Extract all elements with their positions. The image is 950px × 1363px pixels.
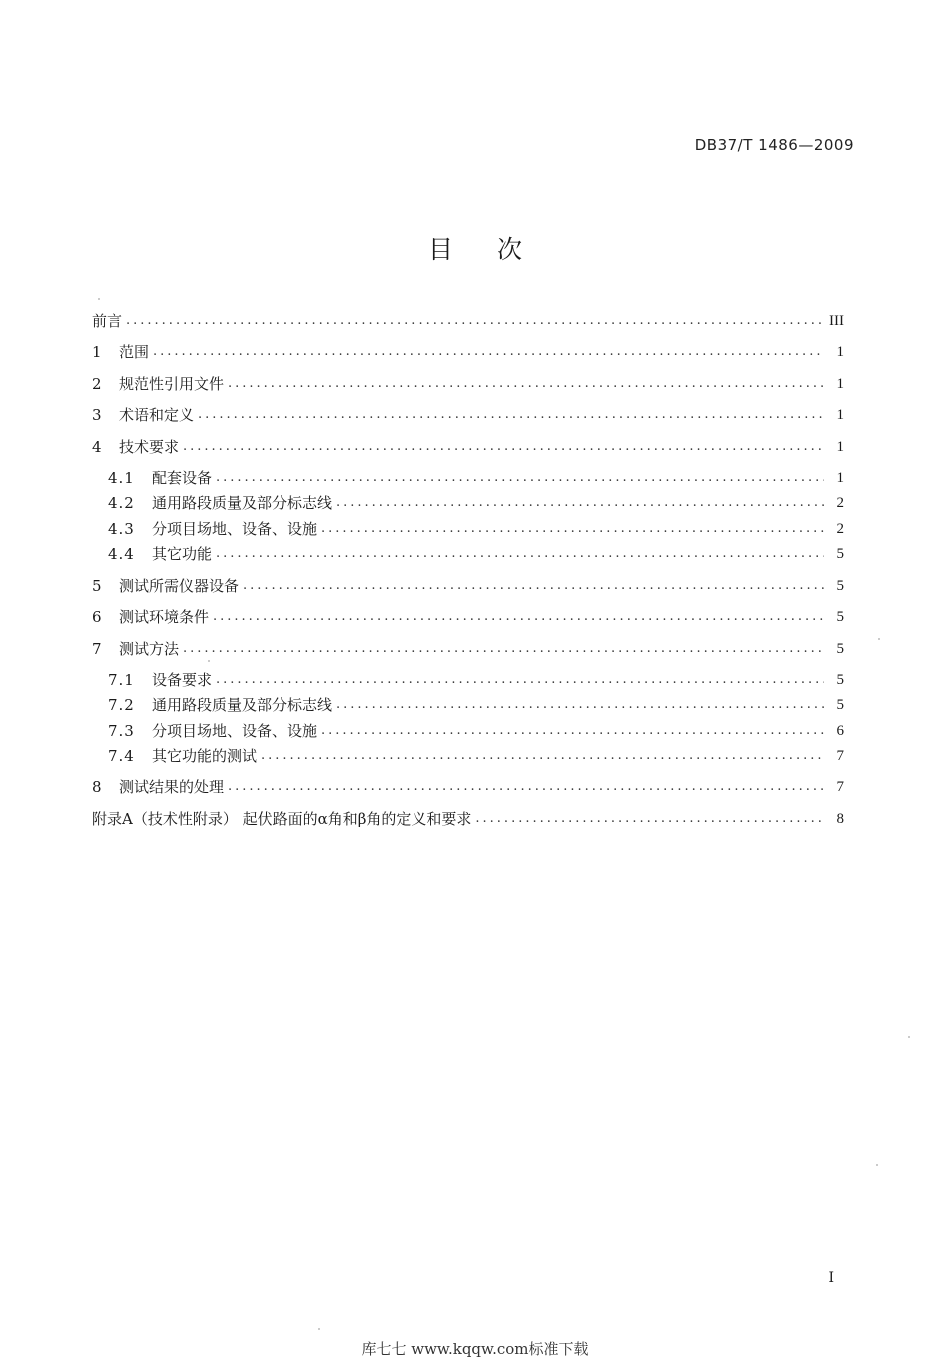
toc-entry-page: 1 [836, 470, 844, 486]
toc-leader-dots [198, 404, 824, 426]
toc-entry-page: 1 [836, 407, 844, 423]
page-number: I [828, 1270, 834, 1286]
toc-entry [92, 341, 844, 363]
toc-entry [108, 492, 844, 514]
toc-entry [92, 373, 844, 395]
toc-leader-dots [321, 720, 824, 742]
toc-entry [108, 669, 844, 691]
scan-speck [318, 1328, 320, 1330]
toc-entry-label: 前言 [92, 312, 123, 330]
toc-leader-dots [228, 373, 824, 395]
toc-leader-dots [475, 808, 824, 830]
toc-entry-number: 8 [92, 778, 102, 796]
toc-entry [92, 310, 844, 332]
toc-entry-label: 测试方法 [119, 640, 180, 658]
toc-entry-page: 5 [836, 697, 844, 713]
toc-entry-label: 通用路段质量及部分标志线 [152, 696, 333, 714]
toc-leader-dots [261, 745, 824, 767]
toc-entry-number: 4.2 [108, 494, 135, 512]
toc-entry-label: 规范性引用文件 [119, 375, 225, 393]
toc-entry-label: 范围 [119, 343, 150, 361]
toc-entry [92, 404, 844, 426]
toc-leader-dots [216, 543, 824, 565]
toc-entry-number: 4.4 [108, 545, 135, 563]
toc-entry-page: 5 [836, 672, 844, 688]
toc-entry-number: 4 [92, 438, 102, 456]
toc-entry-label: 分项目场地、设备、设施 [152, 722, 318, 740]
toc-leader-dots [216, 669, 824, 691]
toc-leader-dots [216, 467, 824, 489]
toc-entry-number: 2 [92, 375, 102, 393]
toc-entry-page: 8 [836, 811, 844, 827]
toc-entry-label: 配套设备 [152, 469, 213, 487]
scan-speck [208, 660, 210, 662]
toc-entry-page: 1 [836, 439, 844, 455]
toc-entry-number: 4.3 [108, 520, 135, 538]
toc-entry-page: 2 [836, 521, 844, 537]
toc-entry-label: 其它功能 [152, 545, 213, 563]
toc-entry [108, 467, 844, 489]
toc-entry-label: 术语和定义 [119, 406, 195, 424]
toc-entry-label: 分项目场地、设备、设施 [152, 520, 318, 538]
toc-entry [92, 808, 844, 830]
toc-entry-page: 6 [836, 723, 844, 739]
toc-entry-label: 其它功能的测试 [152, 747, 258, 765]
toc-entry [92, 575, 844, 597]
toc-leader-dots [213, 606, 824, 628]
page-title: 目次 [427, 235, 566, 264]
toc-entry [108, 694, 844, 716]
toc-entry-number: 6 [92, 608, 102, 626]
toc-entry-label: 技术要求 [119, 438, 180, 456]
toc-leader-dots [183, 638, 824, 660]
scan-speck [908, 1036, 910, 1038]
toc-leader-dots [228, 776, 824, 798]
toc-entry-page: 5 [836, 641, 844, 657]
toc-entry-page: III [829, 313, 844, 329]
scan-speck [876, 1164, 878, 1166]
toc-leader-dots [243, 575, 824, 597]
scan-speck [878, 638, 880, 640]
toc-entry-number: 7.1 [108, 671, 135, 689]
toc-entry-page: 5 [836, 609, 844, 625]
toc-entry [108, 543, 844, 565]
toc-entry [108, 518, 844, 540]
footer-watermark: 库七七 www.kqqw.com标准下载 [361, 1340, 589, 1358]
standard-code: DB37/T 1486—2009 [694, 136, 854, 154]
toc-entry [108, 720, 844, 742]
toc-entry-number: 7.4 [108, 747, 135, 765]
toc-entry-page: 5 [836, 546, 844, 562]
toc-entry-number: 4.1 [108, 469, 135, 487]
toc-entry-number: 7.2 [108, 696, 135, 714]
toc-entry [92, 436, 844, 458]
toc-entry-page: 1 [836, 344, 844, 360]
toc-leader-dots [126, 310, 823, 332]
toc-entry-page: 5 [836, 578, 844, 594]
toc-entry-label: 通用路段质量及部分标志线 [152, 494, 333, 512]
toc-entry-label: 设备要求 [152, 671, 213, 689]
toc-entry-page: 1 [836, 376, 844, 392]
toc-entry-label: 测试所需仪器设备 [119, 577, 240, 595]
toc-entry-label: 测试环境条件 [119, 608, 210, 626]
scan-speck [98, 298, 100, 300]
toc-leader-dots [336, 492, 824, 514]
toc-entry-number: 7.3 [108, 722, 135, 740]
toc-entry [92, 776, 844, 798]
toc-entry-label: 测试结果的处理 [119, 778, 225, 796]
toc-leader-dots [336, 694, 824, 716]
toc-entry-number: 1 [92, 343, 102, 361]
toc-leader-dots [153, 341, 824, 363]
toc-entry-number: 3 [92, 406, 102, 424]
toc-entry-page: 7 [836, 779, 844, 795]
toc-leader-dots [183, 436, 824, 458]
toc-entry-number: 7 [92, 640, 102, 658]
toc-entry [92, 638, 844, 660]
toc-entry-page: 2 [836, 495, 844, 511]
toc-leader-dots [321, 518, 824, 540]
toc-entry-number: 5 [92, 577, 102, 595]
toc-entry-label: 附录A（技术性附录） 起伏路面的α角和β角的定义和要求 [92, 810, 472, 828]
toc-entry-page: 7 [836, 748, 844, 764]
toc-entry [92, 606, 844, 628]
toc-entry [108, 745, 844, 767]
